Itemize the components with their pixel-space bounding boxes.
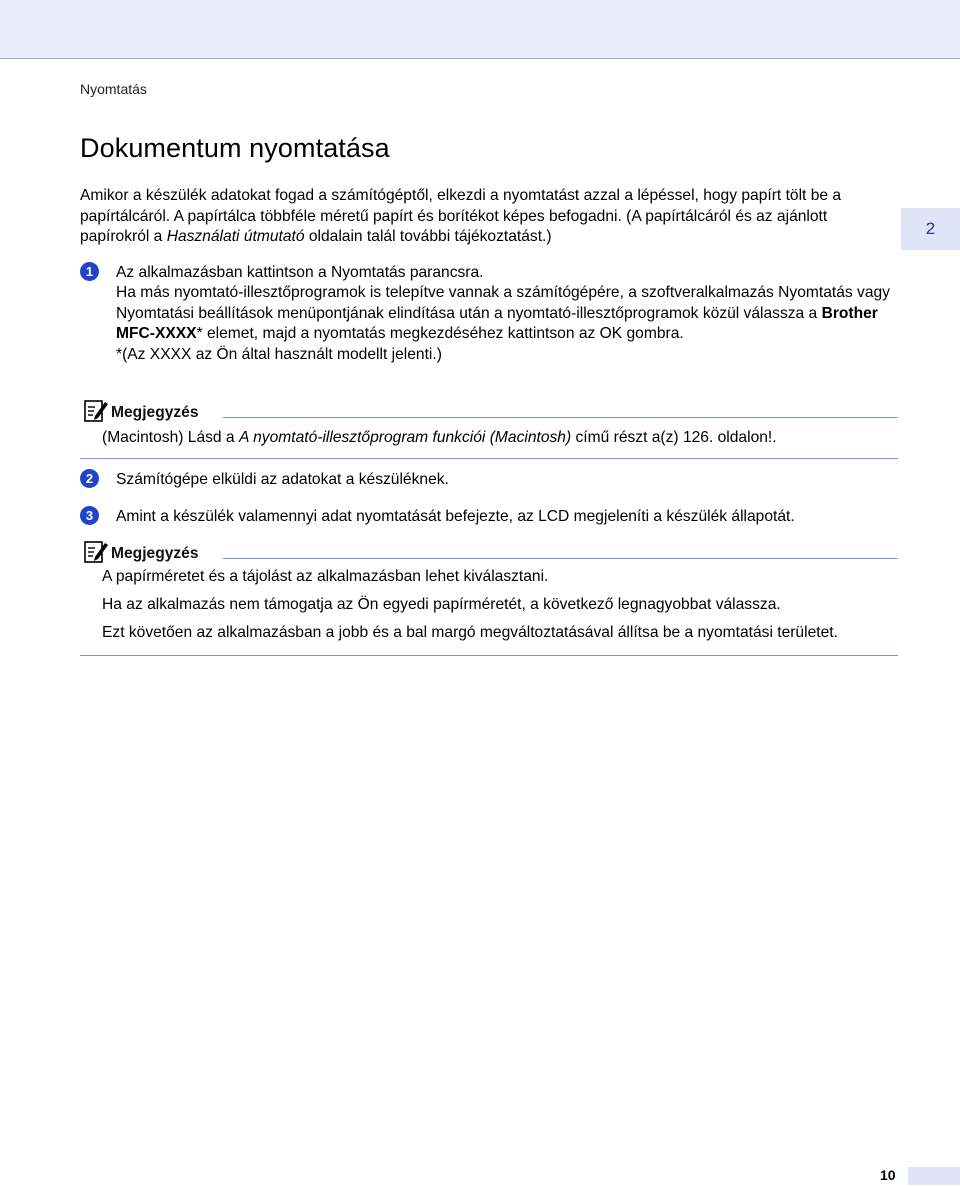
step-1-model-name: Brother MFC-XXXX [116,304,878,343]
pencil-note-icon [83,539,109,565]
intro-paragraph [80,186,900,248]
intro-text-2: oldalain talál további tájékoztatást.) [304,228,552,245]
note-1-italic: A nyomtató-illesztőprogram funkciói (Macintosh) [238,429,572,446]
note-2-bottom-rule [80,655,898,656]
note-2-top-rule [223,558,898,559]
note-1-text-1: (Macintosh) Lásd a [102,429,239,446]
note-1-top-rule [223,417,898,418]
step-1-detail-text-2: * elemet, majd a nyomtatás megkezdéséhez kattintson az OK gombra. [196,325,684,343]
note-2-title: Megjegyzés [111,545,199,562]
step-1-detail [116,283,906,344]
pencil-note-icon [83,398,109,424]
note-1-text-2: című részt a(z) 126. oldalon!. [571,429,777,446]
note-1-text [102,428,898,448]
note-2-body [80,567,898,655]
note-2 [80,543,898,656]
step-3-text: Amint a készülék valamennyi adat nyomtatását befejezte, az LCD megjeleníti a készülék állapotát. [116,508,795,525]
note-1-title: Megjegyzés [111,404,199,421]
note-1-body [80,426,898,458]
step-1-marker: 1 [80,262,99,281]
intro-italic: Használati útmutató [166,228,305,245]
note-1-header [80,402,898,426]
page-number: 10 [880,1167,896,1183]
header-band [0,0,960,59]
running-title: Nyomtatás [80,81,147,97]
note-1 [80,402,898,459]
page-number-bar [908,1167,960,1185]
chapter-tab: 2 [901,208,960,250]
note-2-line-1: A papírméretet és a tájolást az alkalmazásban lehet kiválasztani. [102,568,549,585]
intro-text-1: Amikor a készülék adatokat fogad a számítógéptől, elkezdi a nyomtatást azzal a lépéssel, hogy papírt tölt be a papírtálcáról. A papírtálca többféle méretű papírt és borítékot képes befogadni. (A papírtálcáról és az ajánlott papírokról a [80,187,842,245]
step-3-marker: 3 [80,506,99,525]
note-1-bottom-rule [80,458,898,459]
step-1-detail-text-1: Ha más nyomtató-illesztőprogramok is telepítve vannak a számítógépére, a szoftveralkalmazás Nyomtatás vagy Nyomtatási beállítások menüpontjának elindítása után a nyomtató-illesztőprogramok közül válassza a [116,284,890,322]
step-1-body [116,263,906,365]
step-2-body [116,470,906,490]
step-3-body [116,507,906,527]
step-2-marker: 2 [80,469,99,488]
note-2-line-2: Ha az alkalmazás nem támogatja az Ön egyedi papírméretét, a következő legnagyobbat válassza. [102,596,781,613]
note-2-line-3: Ezt követően az alkalmazásban a jobb és a bal margó megváltoztatásával állítsa be a nyomtatási területet. [102,624,838,641]
step-1-text: Az alkalmazásban kattintson a Nyomtatás parancsra. [116,264,484,281]
step-1-footnote: *(Az XXXX az Ön által használt modellt jelenti.) [116,345,442,363]
page-title: Dokumentum nyomtatása [80,133,390,163]
step-2-text: Számítógépe elküldi az adatokat a készüléknek. [116,471,449,488]
note-2-header [80,543,898,567]
